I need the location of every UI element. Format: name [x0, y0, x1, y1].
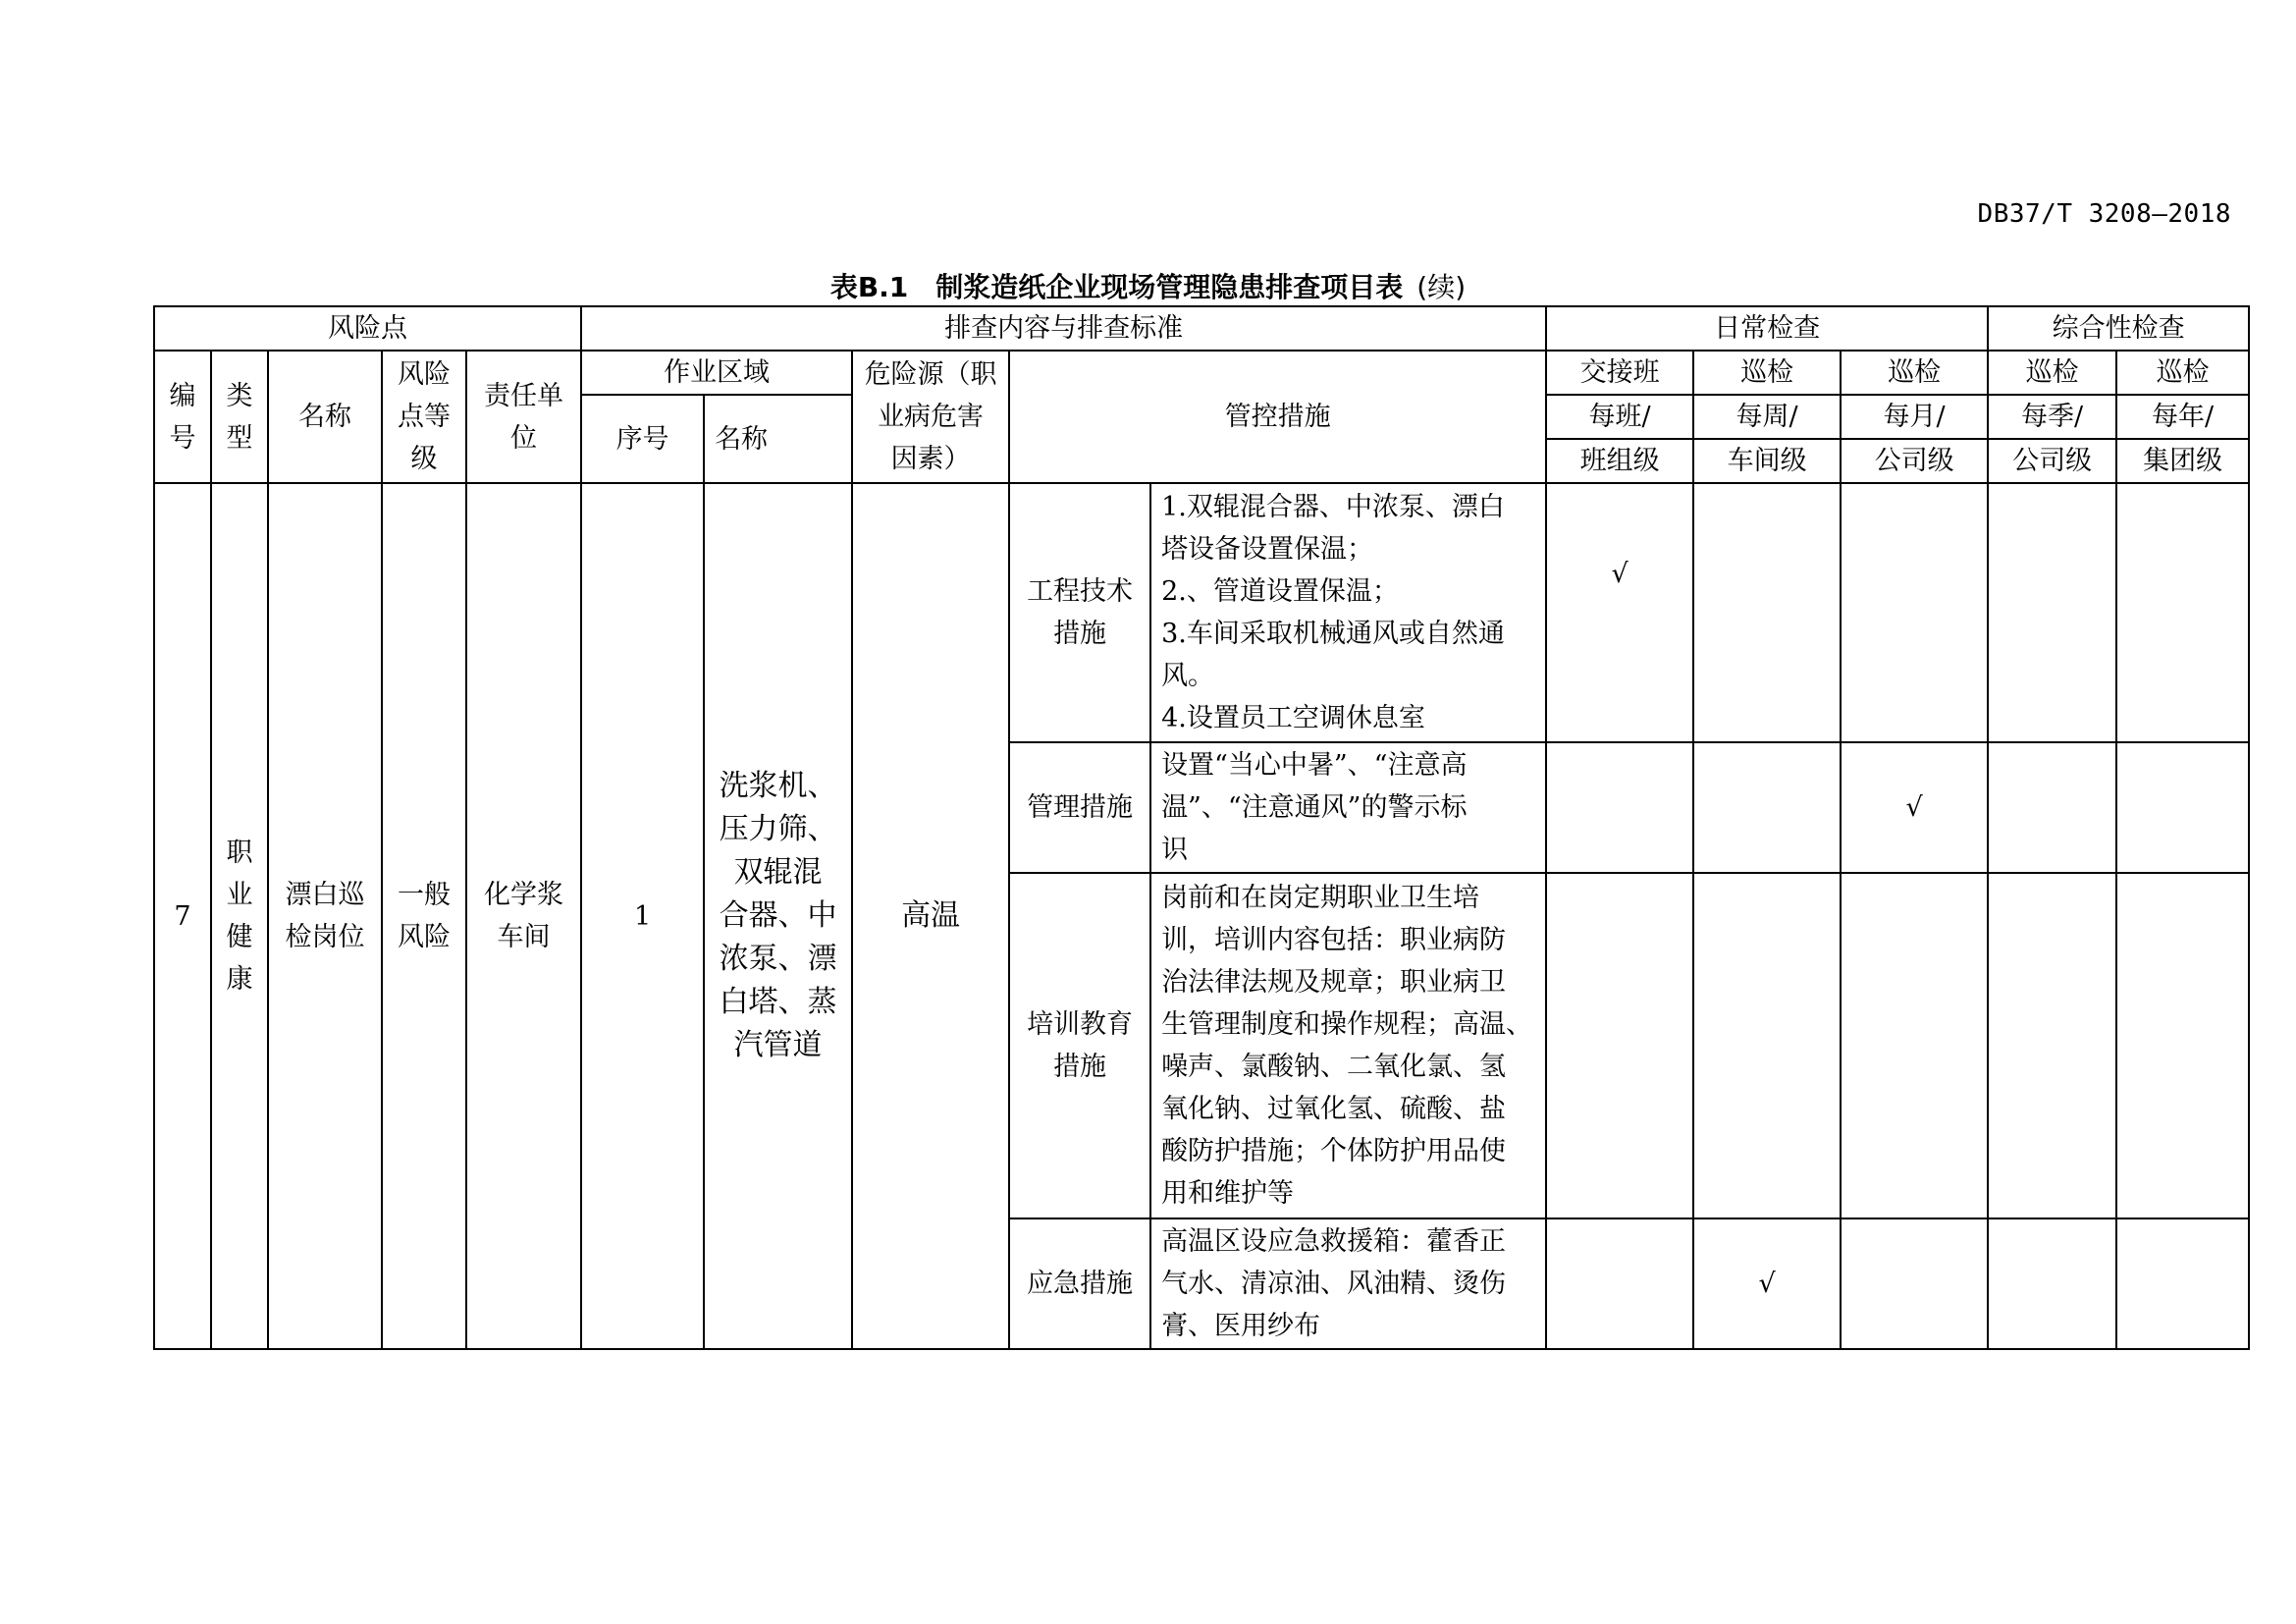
check-mark-cell: [2116, 483, 2249, 742]
check-mark-cell: [1693, 873, 1841, 1218]
check-mark-cell: [1546, 873, 1693, 1218]
check-mark-cell: [1841, 483, 1988, 742]
head-freq-bot-3: 公司级: [1841, 439, 1988, 483]
head-name: 名称: [268, 351, 382, 483]
measure-detail-training: 岗前和在岗定期职业卫生培 训，培训内容包括：职业病防 治法律法规及规章；职业病卫 生管理制度和操作规程；高温、 噪声、氯酸钠、二氧化氯、氢 氧化钠、过氧化氢、硫酸、盐 酸防护措施；个体防护用品使 用和维护等: [1150, 873, 1546, 1218]
check-mark-cell: [1841, 1218, 1988, 1349]
measure-detail-management: 设置“当心中暑”、“注意高 温”、“注意通风”的警示标 识: [1150, 742, 1546, 873]
head-freq-top-4: 巡检: [1988, 351, 2116, 395]
head-hazard-source: 危险源（职 业病危害 因素）: [852, 351, 1009, 483]
row-number: 7: [154, 483, 211, 1349]
row-seq-number: 1: [581, 483, 704, 1349]
check-mark-cell: [1841, 873, 1988, 1218]
table-continued-mark: (续): [1416, 271, 1467, 303]
head-risk-level: 风险 点等 级: [382, 351, 466, 483]
head-work-area: 作业区域: [581, 351, 852, 395]
check-mark-cell: [1693, 742, 1841, 873]
check-mark-cell: [2116, 742, 2249, 873]
check-mark-cell: [1546, 742, 1693, 873]
hazard-inspection-table: [153, 305, 2250, 1350]
measure-category-training: 培训教育 措施: [1009, 873, 1150, 1218]
row-hazard-source: 高温: [852, 483, 1009, 1349]
head-freq-mid-1: 每班/: [1546, 395, 1693, 439]
head-freq-mid-5: 每年/: [2116, 395, 2249, 439]
check-mark-cell: [1988, 742, 2116, 873]
head-daily-check: 日常检查: [1546, 306, 1988, 351]
head-freq-mid-2: 每周/: [1693, 395, 1841, 439]
row-area-name: 洗浆机、 压力筛、 双辊混 合器、中 浓泵、漂 白塔、蒸 汽管道: [704, 483, 852, 1349]
row-type: 职 业 健 康: [211, 483, 268, 1349]
head-risk-point: 风险点: [154, 306, 581, 351]
document-code: DB37/T 3208—2018: [1977, 199, 2231, 229]
head-freq-bot-2: 车间级: [1693, 439, 1841, 483]
check-mark-cell: [1988, 873, 2116, 1218]
measure-category-engineering: 工程技术 措施: [1009, 483, 1150, 742]
table-title: 表B.1 制浆造纸企业现场管理隐患排查项目表: [829, 271, 1404, 303]
check-mark-cell: [1988, 483, 2116, 742]
head-freq-top-5: 巡检: [2116, 351, 2249, 395]
head-freq-mid-4: 每季/: [1988, 395, 2116, 439]
table-caption: [0, 266, 2296, 305]
head-freq-top-3: 巡检: [1841, 351, 1988, 395]
head-freq-top-1: 交接班: [1546, 351, 1693, 395]
check-mark-cell: [2116, 873, 2249, 1218]
head-seq-number: 序号: [581, 395, 704, 483]
check-mark-cell: [1988, 1218, 2116, 1349]
measure-category-emergency: 应急措施: [1009, 1218, 1150, 1349]
measure-category-management: 管理措施: [1009, 742, 1150, 873]
row-name: 漂白巡 检岗位: [268, 483, 382, 1349]
head-control-measures: 管控措施: [1009, 351, 1546, 483]
measure-detail-engineering: 1.双辊混合器、中浓泵、漂白 塔设备设置保温； 2.、管道设置保温； 3.车间采取机械通风或自然通 风。 4.设置员工空调休息室: [1150, 483, 1546, 742]
head-freq-bot-1: 班组级: [1546, 439, 1693, 483]
head-freq-top-2: 巡检: [1693, 351, 1841, 395]
head-freq-bot-4: 公司级: [1988, 439, 2116, 483]
head-comprehensive-check: 综合性检查: [1988, 306, 2249, 351]
head-area-name: 名称: [704, 395, 852, 483]
head-responsible-unit: 责任单 位: [466, 351, 581, 483]
head-number: 编 号: [154, 351, 211, 483]
check-mark-cell: √: [1841, 742, 1988, 873]
row-risk-level: 一般 风险: [382, 483, 466, 1349]
check-mark-cell: [1693, 483, 1841, 742]
check-mark-cell: [1546, 1218, 1693, 1349]
head-type: 类 型: [211, 351, 268, 483]
head-content-standard: 排查内容与排查标准: [581, 306, 1546, 351]
row-responsible-unit: 化学浆 车间: [466, 483, 581, 1349]
check-mark-cell: √: [1693, 1218, 1841, 1349]
head-freq-mid-3: 每月/: [1841, 395, 1988, 439]
check-mark-cell: √: [1546, 483, 1693, 742]
check-mark-cell: [2116, 1218, 2249, 1349]
head-freq-bot-5: 集团级: [2116, 439, 2249, 483]
measure-detail-emergency: 高温区设应急救援箱：藿香正 气水、清凉油、风油精、烫伤 膏、医用纱布: [1150, 1218, 1546, 1349]
